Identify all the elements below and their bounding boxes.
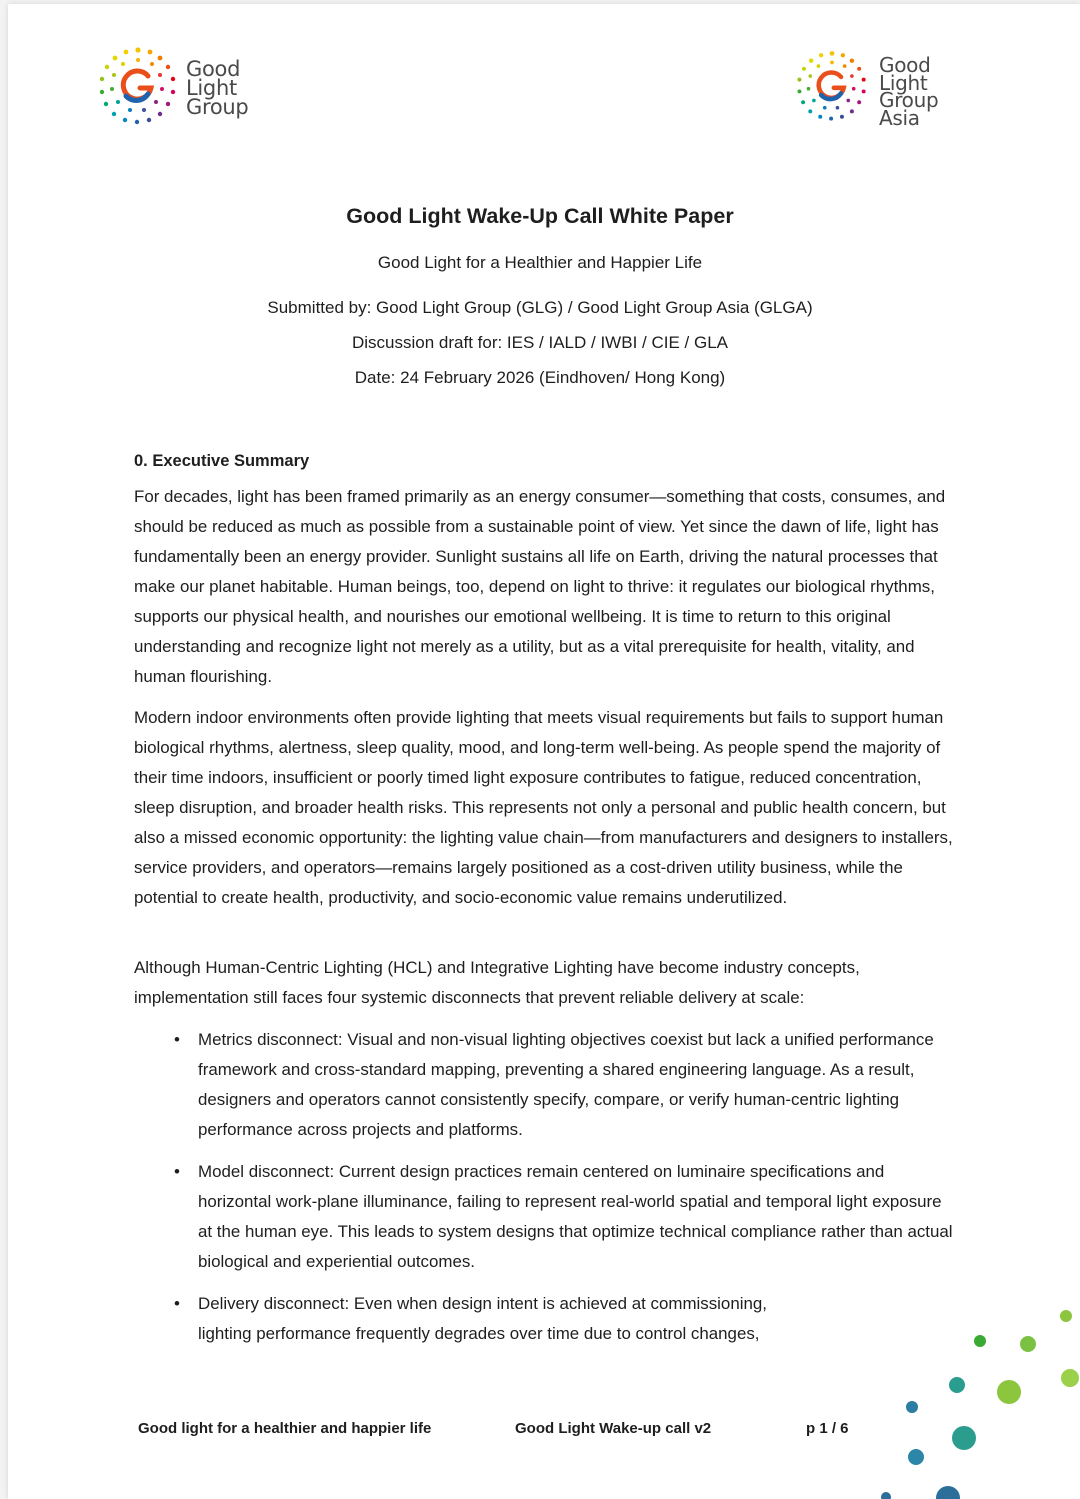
- decorative-dots-icon: [8, 4, 1080, 1499]
- footer-tagline: Good light for a healthier and happier life: [138, 1420, 432, 1437]
- list-item-text: Model disconnect: Current design practices remain centered on luminaire specifications and horizontal work-plane illuminance, failing to represent real-world spatial and temporal light exposure at the human eye. This leads to system designs that optimize technical compliance rather than actual biological and experiential outcomes.: [198, 1162, 953, 1271]
- logo-line: Good: [879, 53, 931, 77]
- logo-line: Group: [879, 88, 939, 112]
- bullet-icon: •: [174, 1162, 180, 1181]
- document-subtitle: Good Light for a Healthier and Happier Life: [377, 253, 703, 272]
- document-title: Good Light Wake-Up Call White Paper: [346, 204, 734, 228]
- logo-line: Light: [186, 76, 237, 100]
- submitted-by: Submitted by: Good Light Group (GLG) / Good Light Group Asia (GLGA): [267, 298, 813, 317]
- logo-line: Good: [186, 57, 241, 81]
- paragraph-text: Although Human-Centric Lighting (HCL) and Integrative Lighting have become industry concepts, implementation still faces four systemic disconnects that prevent reliable delivery at scale:: [134, 958, 860, 1007]
- paragraph-text: For decades, light has been framed primarily as an energy consumer—something that costs, consumes, and should be reduced as much as possible from a sustainable point of view. Yet since the dawn of life, light has fundamentally been an energy provider. Sunlight sustains all life on Earth, driving the natural processes that make our planet habitable. Human beings, too, depend on light to thrive: it regulates our biological rhythms, supports our physical health, and nourishes our emotional wellbeing. It is time to return to this original understanding and recognize light not merely as a utility, but as a vital prerequisite for health, vitality, and human flourishing.: [134, 487, 946, 686]
- document-date: Date: 24 February 2026 (Eindhoven/ Hong Kong): [354, 368, 726, 387]
- logo-line: Light: [879, 70, 928, 95]
- document-page: [8, 4, 1080, 1499]
- footer-document-name: Good Light Wake-up call v2: [515, 1420, 712, 1437]
- logo-line: Group: [186, 95, 249, 119]
- logo-line: Asia: [879, 105, 920, 130]
- discussion-draft: Discussion draft for: IES / IALD / IWBI / CIE / GLA: [351, 333, 728, 352]
- section-heading: 0. Executive Summary: [134, 452, 310, 470]
- bullet-icon: •: [174, 1030, 180, 1049]
- page-number: p 1 / 6: [806, 1420, 849, 1437]
- list-item-text: Metrics disconnect: Visual and non-visual lighting objectives coexist but lack a unified performance framework and cross-standard mapping, preventing a shared engineering language. As a result, designers and operators cannot consistently specify, compare, or verify human-centric lighting performance across projects and platforms.: [198, 1030, 934, 1139]
- paragraph-text: Modern indoor environments often provide lighting that meets visual requirements but fails to support human biological rhythms, alertness, sleep quality, mood, and long-term well-being. As people spend the majority of their time indoors, insufficient or poorly timed light exposure contributes to fatigue, reduced concentration, sleep disruption, and broader health risks. This represents not only a personal and public health concern, but also a missed economic opportunity: the lighting value chain—from manufacturers and designers to installers, service providers, and operators—remains largely positioned as a cost-driven utility business, while the potential to create health, productivity, and socio-economic value remains underutilized.: [134, 708, 953, 907]
- bullet-icon: •: [174, 1294, 180, 1313]
- list-item-text: Delivery disconnect: Even when design intent is achieved at commissioning, lighting performance frequently degrades over time due to control changes,: [198, 1294, 767, 1343]
